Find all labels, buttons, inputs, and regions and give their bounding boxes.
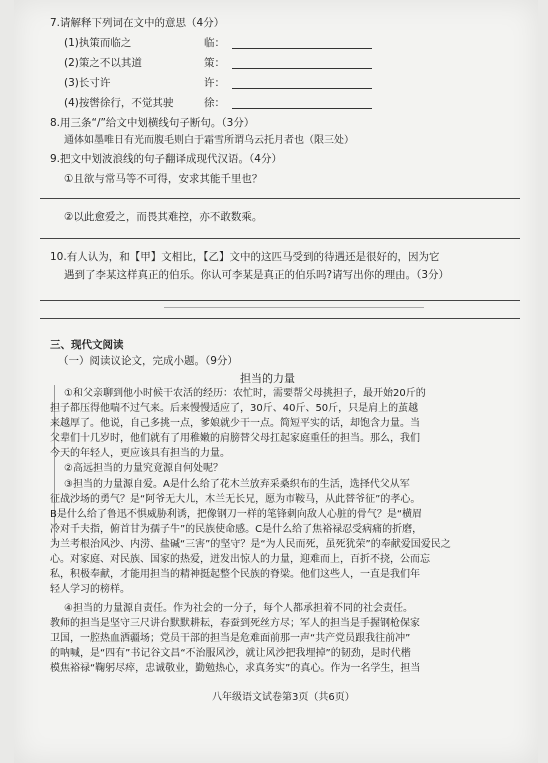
q9-sentence-2: ②以此愈爱之，而畏其难控，亦不敢数乘。 xyxy=(64,211,263,223)
answer-rule xyxy=(40,238,520,239)
essay-line: 轻人学习的榜样。 xyxy=(50,584,130,595)
q7-phrase-1: (1)执策而临之 xyxy=(64,37,132,49)
q7-phrase-3: (3)长寸许 xyxy=(64,77,111,89)
answer-blank xyxy=(232,68,372,69)
essay-line: 冷对千夫指，俯首甘为孺子牛”的民族使命感。C是什么给了焦裕禄忍受病痛的折磨， xyxy=(50,524,423,535)
essay-line: 今天的年轻人，更应该具有担当的力量。 xyxy=(50,448,230,459)
answer-blank xyxy=(232,48,372,49)
essay-line: 心。对家庭、对民族、国家的热爱，迸发出惊人的力量，迎难而上，百折不挠，公而忘 xyxy=(50,554,430,565)
essay-line: 父辈们十几岁时，他们就有了用稚嫩的肩膀替父母扛起家庭重任的担当。那么，我们 xyxy=(50,433,420,444)
q10-line-2: 遇到了李某这样真正的伯乐。你认可李某是真正的伯乐吗?请写出你的理由。（3分） xyxy=(64,269,450,281)
q10-line-1: 10.有人认为，和【甲】文相比，【乙】文中的这匹马受到的待遇还是很好的，因为它 xyxy=(50,251,440,263)
q7-word-3: 许： xyxy=(204,77,225,89)
essay-line: 的呐喊，是“四有”书记谷文昌“不治服风沙，就让风沙把我埋掉”的韧劲，是时代楷 xyxy=(50,648,411,659)
essay-line: 征战沙场的勇气？是“阿爷无大儿，木兰无长兄，愿为市鞍马，从此替爷征”的孝心。 xyxy=(50,494,421,505)
essay-line: ④担当的力量源自责任。作为社会的一分子，每个人都承担着不同的社会责任。 xyxy=(64,603,413,614)
essay-line: 模焦裕禄“鞠躬尽瘁，忠诚敬业，勤勉热心，求真务实”的真心。作为一名学生，担当 xyxy=(50,663,421,674)
q7-phrase-4: (4)按辔徐行，不觉其驶 xyxy=(64,97,174,109)
q8-stem: 8.用三条“/”给文中划横线句子断句。（3分） xyxy=(50,117,255,129)
section-subheading: （一）阅读议论文，完成小题。（9分） xyxy=(58,355,238,367)
essay-line: 私，积极奉献，才能用担当的精神挺起整个民族的脊梁。他们这些人，一直是我们年 xyxy=(50,569,420,580)
essay-line: 教师的担当是坚守三尺讲台默默耕耘，春蚕到死丝方尽；军人的担当是手握钢枪保家 xyxy=(50,618,420,629)
answer-blank xyxy=(232,108,372,109)
answer-rule xyxy=(40,318,520,319)
essay-line: ②高远担当的力量究竟源自何处呢？ xyxy=(64,463,223,474)
scribble-mark xyxy=(164,307,424,308)
essay-title: 担当的力量 xyxy=(240,372,295,385)
section-heading: 三、现代文阅读 xyxy=(50,339,124,351)
answer-rule xyxy=(40,300,520,301)
essay-line: B是什么给了鲁迅不惧威胁利诱，把像钢刀一样的笔锋刺向敌人心脏的骨气？是“横眉 xyxy=(50,509,423,520)
q9-stem: 9.把文中划波浪线的句子翻译成现代汉语。（4分） xyxy=(50,153,282,165)
essay-line: 卫国，一腔热血洒疆场；党员干部的担当是危难面前那一声“共产党员跟我往前冲” xyxy=(50,633,411,644)
q7-word-1: 临： xyxy=(204,37,225,49)
q8-sentence: 通体如墨唯日有光而腹毛则白于霜雪所谓乌云托月者也（限三处） xyxy=(64,135,354,146)
q7-phrase-2: (2)策之不以其道 xyxy=(64,57,142,69)
q9-sentence-1: ①且欲与常马等不可得，安求其能千里也？ xyxy=(64,173,263,185)
essay-line: 为兰考根治风沙、内涝、盐碱“三害”的坚守？是“为人民而死，虽死犹荣”的奉献爱国爱民之 xyxy=(50,539,451,550)
essay-line: ③担当的力量源自爱。A是什么给了花木兰放弃采桑织布的生活，选择代父从军 xyxy=(64,479,410,490)
q7-word-4: 徐： xyxy=(204,97,225,109)
essay-line: 来越厚了。他说，自己多挑一点，爹娘就少干一点。简短平实的话，却饱含力量。当 xyxy=(50,418,420,429)
essay-line: ①和父亲聊到他小时候干农活的经历：农忙时，需要帮父母挑担子，最开始20斤的 xyxy=(64,388,426,399)
exam-page xyxy=(14,0,538,763)
essay-line: 担子都压得他喘不过气来。后来慢慢适应了，30斤、40斤、50斤，只是肩上的茧越 xyxy=(50,403,419,414)
answer-rule xyxy=(40,198,520,199)
q7-stem: 7.请解释下列词在文中的意思（4分） xyxy=(50,17,225,29)
page-footer: 八年级语文试卷第3页（共6页） xyxy=(212,692,355,703)
answer-blank xyxy=(232,88,372,89)
q7-word-2: 策： xyxy=(204,57,225,69)
